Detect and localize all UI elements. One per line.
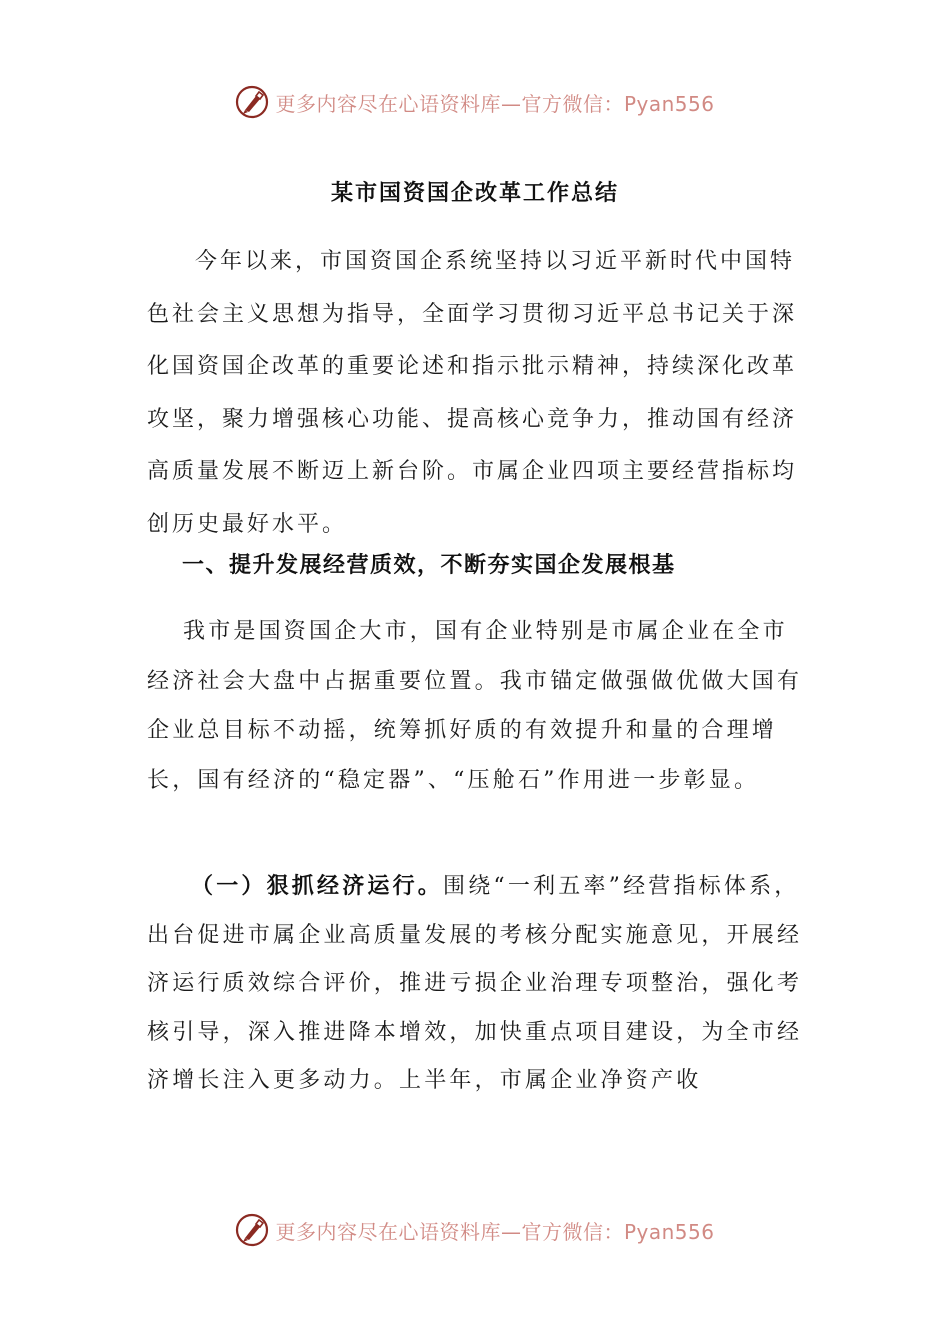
watermark-text: 更多内容尽在心语资料库—官方微信：Pyan556 xyxy=(275,1219,715,1244)
document-title: 某市国资国企改革工作总结 xyxy=(330,180,619,206)
pen-nib-logo-icon xyxy=(235,85,269,119)
watermark-banner-bottom xyxy=(0,1210,950,1250)
intro-paragraph: 今年以来，市国资国企系统坚持以习近平新时代中国特色社会主义思想为指导，全面学习贯彻习近平总书记关于深化国资国企改革的重要论述和指示批示精神，持续深化改革攻坚，聚力增强核心功能、提高核心竞争力，推动国有经济高质量发展不断迈上新台阶。市属企业四项主要经营指标均创历史最好水平。 xyxy=(147,249,798,537)
pen-nib-logo-icon xyxy=(235,1213,269,1247)
watermark-banner-top xyxy=(0,82,950,122)
section-1-heading: 一、提升发展经营质效，不断夯实国企发展根基 xyxy=(182,552,676,578)
watermark-text: 更多内容尽在心语资料库—官方微信：Pyan556 xyxy=(275,91,715,116)
subsection-1-text: 围绕“一利五率”经营指标体系，出台促进市属企业高质量发展的考核分配实施意见，开展经济运行质效综合评价，推进亏损企业治理专项整治，强化考核引导，深入推进降本增效，加快重点项目建设，为全市经济增长注入更多动力。上半年，市属企业净资产收 xyxy=(147,874,803,1094)
subsection-1-lead: （一）狠抓经济运行。 xyxy=(191,873,444,899)
section-1-paragraph: 我市是国资国企大市，国有企业特别是市属企业在全市经济社会大盘中占据重要位置。我市锚定做强做优做大国有企业总目标不动摇，统筹抓好质的有效提升和量的合理增长，国有经济的“稳定器”、“压舱石”作用进一步彰显。 xyxy=(147,619,803,793)
subsection-1-paragraph xyxy=(147,862,807,1106)
